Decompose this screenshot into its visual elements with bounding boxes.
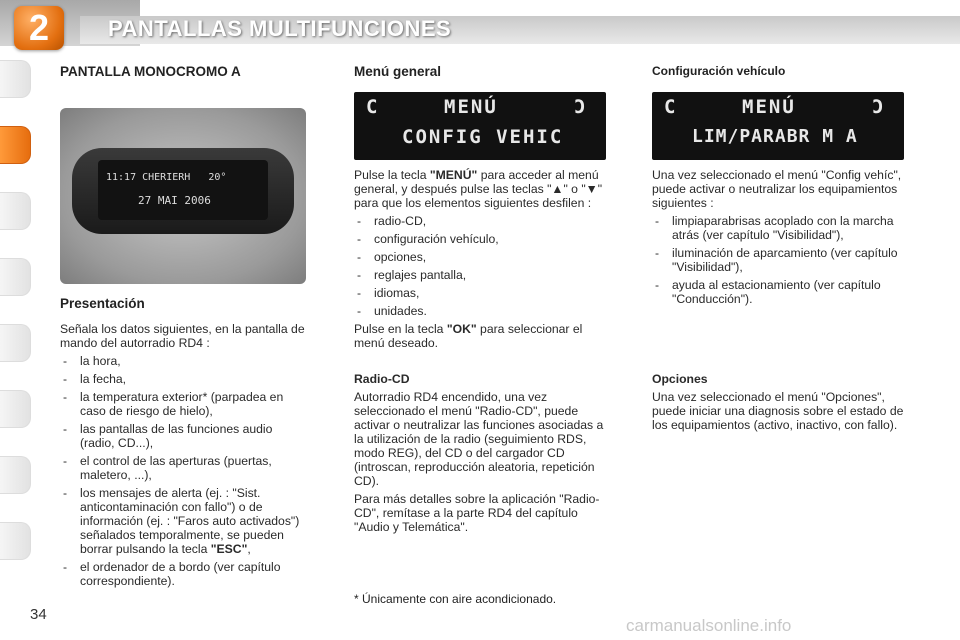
list-item: - la fecha, (60, 372, 308, 386)
presentacion-list (60, 354, 308, 588)
lcd-right: Ɔ (574, 96, 588, 118)
menu-key: "MENÚ" (429, 168, 478, 182)
radio-cd-p1: Autorradio RD4 encendido, una vez seleccionado el menú "Radio-CD", puede activar o neutralizar las funciones asociadas a la utilización de la radio (seguimiento RDS, modo REG), del CD o del cargador CD (introscan, reproducción aleatoria, repetición CD). (354, 390, 604, 488)
ok-key: "OK" (446, 322, 477, 336)
menu-general-intro (354, 168, 606, 210)
esc-key: "ESC" (210, 542, 248, 556)
radio-cd-body (354, 372, 606, 538)
page-number: 34 (30, 606, 47, 623)
lcd-menu-config (354, 92, 606, 160)
display-line-2: 27 MAI 2006 (138, 194, 211, 207)
list-item-alerts (60, 486, 308, 556)
config-list (652, 214, 904, 306)
list-item: - opciones, (354, 250, 606, 264)
lcd-left: C (366, 96, 380, 118)
footnote: * Únicamente con aire acondicionado. (354, 592, 557, 606)
section-title-monochrome: PANTALLA MONOCROMO A (60, 64, 241, 79)
section-title-opciones: Opciones (652, 372, 708, 386)
page-title: PANTALLAS MULTIFUNCIONES (108, 16, 452, 41)
presentacion-body (60, 322, 308, 592)
section-title-radio-cd: Radio-CD (354, 372, 410, 386)
lcd-line-2: CONFIG VEHIC (402, 126, 564, 148)
lcd-left: C (664, 96, 678, 118)
list-item: - iluminación de aparcamiento (ver capítulo "Visibilidad"), (652, 246, 904, 274)
list-item: - idiomas, (354, 286, 606, 300)
list-item: - las pantallas de las funciones audio (radio, CD...), (60, 422, 308, 450)
opciones-body (652, 372, 904, 436)
list-item: - configuración vehículo, (354, 232, 606, 246)
chapter-tab[interactable] (0, 522, 31, 560)
p1-post: para acceder al menú general, y después pulse las teclas "▲" o "▼" para que los elementos siguientes desfilen : (354, 168, 603, 210)
section-title-menu-general: Menú general (354, 64, 442, 79)
p2-pre: Pulse en la tecla (354, 322, 447, 336)
chapter-tab[interactable] (0, 390, 31, 428)
lcd-mid: MENÚ (742, 96, 796, 118)
list-item: - el ordenador de a bordo (ver capítulo correspondiente). (60, 560, 308, 588)
chapter-tab[interactable] (0, 258, 31, 296)
menu-list (354, 214, 606, 318)
chapter-tab[interactable] (0, 192, 31, 230)
menu-general-body (354, 168, 606, 354)
chapter-badge: 2 (14, 6, 64, 50)
lcd-line-2: LIM/PARABR M A (692, 126, 858, 147)
display-line-1: 11:17 CHERIERH 20° (106, 172, 227, 183)
radio-cd-p2: Para más detalles sobre la aplicación "Radio-CD", remítase a la parte RD4 del capítulo "Audio y Telemática". (354, 492, 600, 534)
p1-pre: Pulse la tecla (354, 168, 430, 182)
list-item: - reglajes pantalla, (354, 268, 606, 282)
chapter-tab[interactable] (0, 456, 31, 494)
config-intro: Una vez seleccionado el menú "Config vehíc", puede activar o neutralizar los equipamientos siguientes : (652, 168, 902, 210)
list-item: - radio-CD, (354, 214, 606, 228)
p2-post: para seleccionar el menú deseado. (354, 322, 583, 350)
list-item: - ayuda al estacionamiento (ver capítulo "Conducción"). (652, 278, 904, 306)
chapter-tab-active[interactable] (0, 126, 31, 164)
list-item: - el control de las aperturas (puertas, maletero, ...), (60, 454, 308, 482)
menu-general-ok (354, 322, 606, 350)
lcd-right: Ɔ (872, 96, 886, 118)
lcd-config-vehic (652, 92, 904, 160)
opciones-text: Una vez seleccionado el menú "Opciones", puede iniciar una diagnosis sobre el estado de los equipamientos (activo, inactivo, con fallo). (652, 390, 904, 432)
alerts-text: los mensajes de alerta (ej. : "Sist. anticontaminación con fallo") o de información (ej. : "Faros auto activados") señalados temporalmente, se pueden borrar pulsando la tecla (80, 486, 300, 556)
list-item: - la hora, (60, 354, 308, 368)
esc-suffix: , (247, 542, 251, 556)
list-item: - limpiaparabrisas acoplado con la marcha atrás (ver capítulo "Visibilidad"), (652, 214, 904, 242)
lcd-mid: MENÚ (444, 96, 498, 118)
chapter-tab[interactable] (0, 324, 31, 362)
presentacion-intro: Señala los datos siguientes, en la pantalla de mando del autorradio RD4 : (60, 322, 305, 350)
list-item: - unidades. (354, 304, 606, 318)
page-header (0, 0, 960, 46)
list-item: - la temperatura exterior* (parpadea en caso de riesgo de hielo), (60, 390, 308, 418)
chapter-tab[interactable] (0, 60, 31, 98)
section-title-presentacion: Presentación (60, 296, 145, 311)
config-vehiculo-body (652, 168, 904, 310)
chapter-tabs (0, 60, 36, 580)
radio-display-photo (60, 108, 306, 284)
section-title-config-vehiculo: Configuración vehículo (652, 64, 786, 78)
display-screen (98, 160, 268, 220)
watermark: carmanualsonline.info (626, 616, 792, 635)
